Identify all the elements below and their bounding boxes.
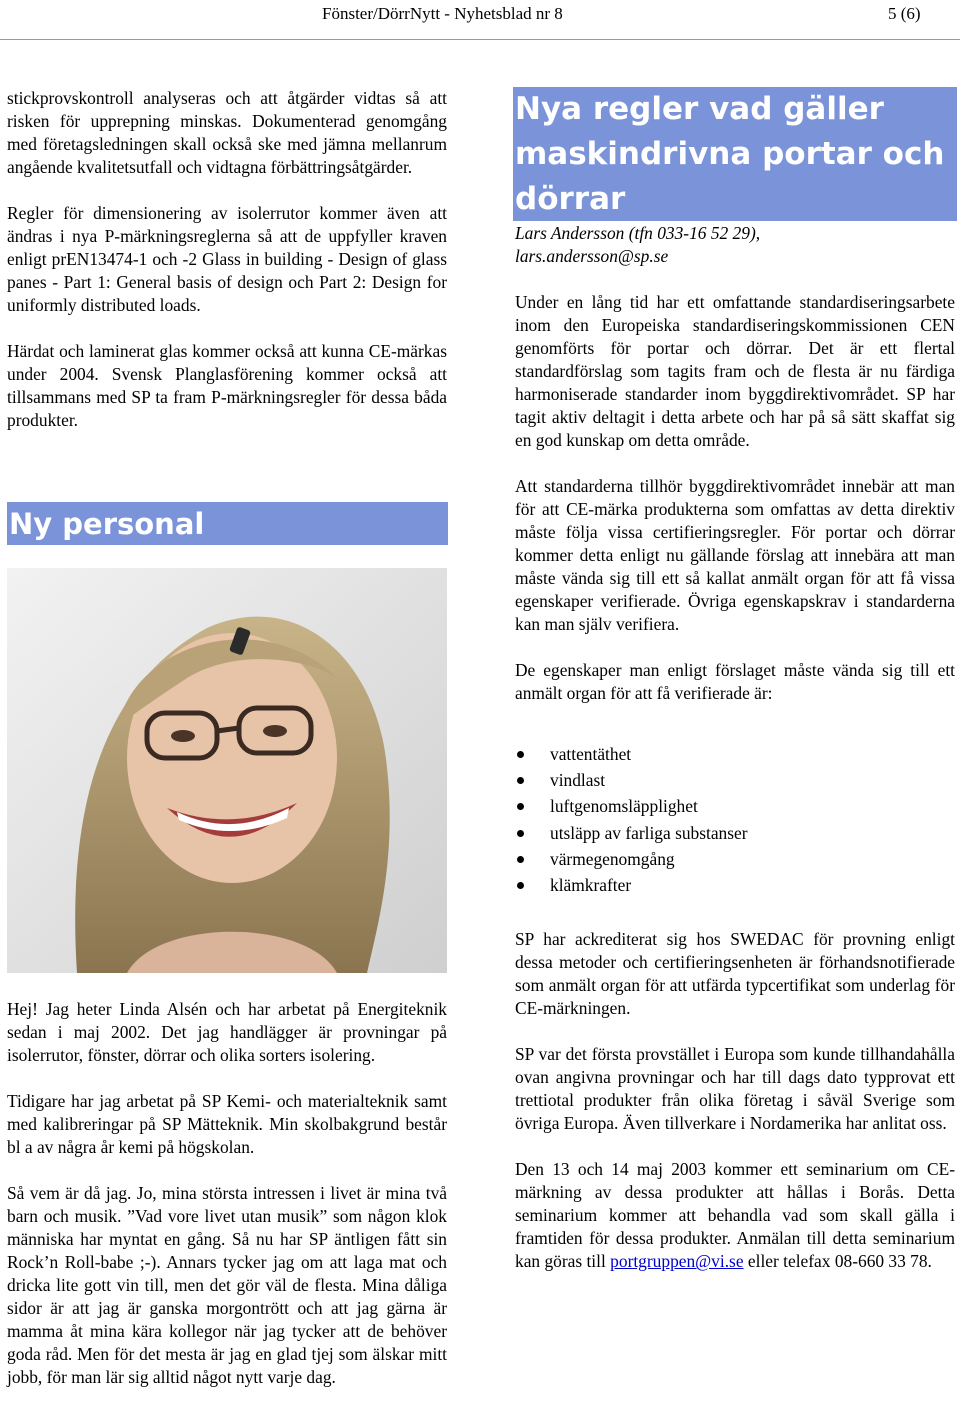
list-item: klämkrafter <box>515 872 955 898</box>
paragraph-laminated-glass: Härdat och laminerat glas kommer också att kunna CE-märkas under 2004. Svensk Planglasförening kommer också att tillsammans med SP ta fram P-märkningsregler för dessa båda produkter. <box>7 341 447 430</box>
paragraph-dimensioning: Regler för dimensionering av isolerrutor kommer även att ändras i nya P-märkningsreglerna så att de uppfyller kraven enligt prEN13474-1 och -2 Glass in building - Design of glass panes - Part 1: General basis of design och Part 2: Design for uniformly distributed loads. <box>7 203 447 315</box>
bullet-icon <box>517 803 524 810</box>
page-number: 5 (6) <box>888 4 921 23</box>
list-item: vattentäthet <box>515 741 955 767</box>
bullet-icon <box>517 777 524 784</box>
seminar-email-link[interactable]: portgruppen@vi.se <box>610 1251 744 1272</box>
section-heading-new-staff: Ny personal <box>7 502 448 545</box>
staff-intro <box>7 998 447 1389</box>
paragraph-interests: Så vem är då jag. Jo, mina största intressen i livet är mina två barn och musik. ”Vad vore livet utan musik” som någon klok människa har myntat en gång. Så nu har SP äntligen fått sin Rock’n Roll-babe ;-). Annars tycker jag om att laga mat och dricka lite gott vin till, men det gör väl de flesta. Mina dåliga sidor är att jag är ganska morgontrött och att jag gärna är mamma åt mina kära kollegor när jag tycker att de behöver goda råd. Men för det mesta är jag en glad tjej som älskar mitt jobb, för man lär sig alltid något nytt varje dag. <box>7 1183 447 1387</box>
staff-portrait-photo <box>7 568 447 973</box>
bullet-icon <box>517 830 524 837</box>
list-item: vindlast <box>515 767 955 793</box>
paragraph-quality-control: stickprovskontroll analyseras och att åtgärder vidtas så att risken för upprepning minskas. Dokumenterad genomgång med företagsledningen skall också ske med jämna mellanrum angående kvalitetsutfall och vidtagna förbättringsåtgärder. <box>7 88 447 177</box>
paragraph-seminar: Den 13 och 14 maj 2003 kommer ett seminarium om CE-märkning av dessa produkter att hållas i Borås. Detta seminarium kommer att behandla vad som skall gälla i framtiden för dessa produkter. Anmälan till detta seminarium kan göras till portgruppen@vi.se eller telefax 08-660 33 78. <box>515 1159 955 1272</box>
paragraph-introduction: Hej! Jag heter Linda Alsén och har arbetat på Energiteknik sedan i maj 2002. Det jag handlägger är provningar på isolerrutor, fönster, dörrar och olika sorters isolering. <box>7 999 447 1065</box>
paragraph-background: Tidigare har jag arbetat på SP Kemi- och materialteknik samt med kalibreringar på SP Mätteknik. Min skolbakgrund består bl a av några år kemi på högskolan. <box>7 1091 447 1157</box>
header-rule <box>0 39 960 40</box>
list-item: luftgenomsläpplighet <box>515 793 955 819</box>
newsletter-title: Fönster/DörrNytt - Nyhetsblad nr 8 <box>322 4 563 23</box>
author-byline: Lars Andersson (tfn 033-16 52 29), <box>515 223 761 243</box>
left-column <box>7 87 447 432</box>
paragraph-first-lab: SP var det första provstället i Europa som kunde tillhandahålla ovan angivna provningar och har till dags dato typprovat ett trettiotal produkter från olika företag i såväl Sverige som övriga Europa. Även tillverkare i Nordamerika har anlitat oss. <box>515 1044 955 1134</box>
section-heading-machine-doors: Nya regler vad gäller maskindrivna portar och dörrar <box>513 87 957 221</box>
right-column <box>515 222 955 1273</box>
paragraph-notified-body: De egenskaper man enligt förslaget måste vända sig till ett anmält organ för att få verifierade är: <box>515 660 955 703</box>
list-item: värmegenomgång <box>515 846 955 872</box>
paragraph-swedac: SP har ackrediterat sig hos SWEDAC för provning enligt dessa metoder och certifieringsenheten är förhandsnotifierade som anmält organ för att utfärda typcertifikat som underlag för CE-märkningen. <box>515 929 955 1019</box>
paragraph-ce-marking: Att standarderna tillhör byggdirektivområdet innebär att man för att CE-märka produkterna som omfattas av detta direktiv måste följa vissa certifieringsregler. För portar och dörrar kommer detta enligt nu gällande förslag att innebära att man måste vända sig till ett så kallat anmält organ för att få vissa egenskaper verifierade. Övriga egenskapskrav i standarderna kan man själv verifiera. <box>515 476 955 634</box>
list-item: utsläpp av farliga substanser <box>515 820 955 846</box>
bullet-icon <box>517 882 524 889</box>
property-list <box>515 741 955 898</box>
bullet-icon <box>517 751 524 758</box>
page-header <box>0 0 960 28</box>
portrait-illustration <box>7 568 447 973</box>
paragraph-standardisation: Under en lång tid har ett omfattande standardiseringsarbete inom den Europeiska standardiseringskommissionen CEN genomförts för portar och dörrar. Det är ett flertal standardförslag som tagits fram och de flesta är nu färdiga harmoniserade standarder inom byggdirektivområdet. SP har tagit aktiv deltagit i detta arbete och har på så sätt skaffat sig en god kunskap om detta område. <box>515 292 955 450</box>
author-email: lars.andersson@sp.se <box>515 246 669 266</box>
bullet-icon <box>517 856 524 863</box>
